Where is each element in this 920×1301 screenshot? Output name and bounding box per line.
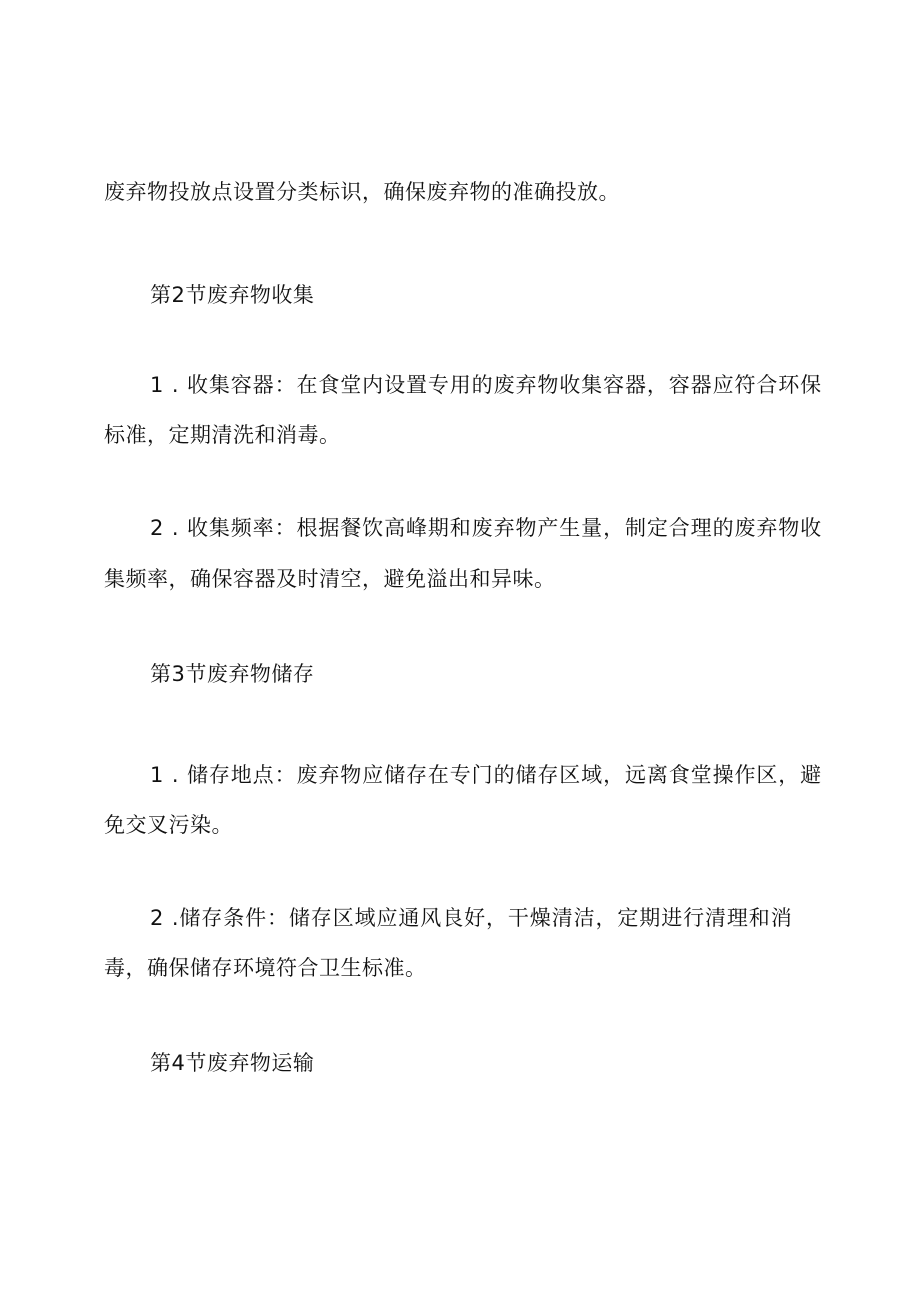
section-heading-4: 第4节废弃物运输 [150, 1051, 315, 1075]
collection-container-line-2: 标准，定期清洗和消毒。 [104, 423, 341, 447]
collection-container-line-1: 1 . 收集容器：在食堂内设置专用的废弃物收集容器，容器应符合环保 [150, 373, 823, 397]
collection-frequency-line-2: 集频率，确保容器及时清空，避免溢出和异味。 [104, 567, 556, 591]
collection-frequency-line-1: 2 . 收集频率：根据餐饮高峰期和废弃物产生量，制定合理的废弃物收 [150, 516, 823, 540]
storage-location-line-1: 1 . 储存地点：废弃物应储存在专门的储存区域，远离食堂操作区，避 [150, 763, 823, 787]
paragraph-continuation: 废弃物投放点设置分类标识，确保废弃物的准确投放。 [104, 180, 620, 204]
storage-location-line-2: 免交叉污染。 [104, 813, 233, 837]
storage-conditions-line-2: 毒，确保储存环境符合卫生标准。 [104, 956, 427, 980]
storage-conditions-line-1: 2 .储存条件：储存区域应通风良好，干燥清洁，定期进行清理和消 [150, 906, 793, 930]
section-heading-3: 第3节废弃物储存 [150, 662, 315, 686]
section-heading-2: 第2节废弃物收集 [150, 283, 315, 307]
